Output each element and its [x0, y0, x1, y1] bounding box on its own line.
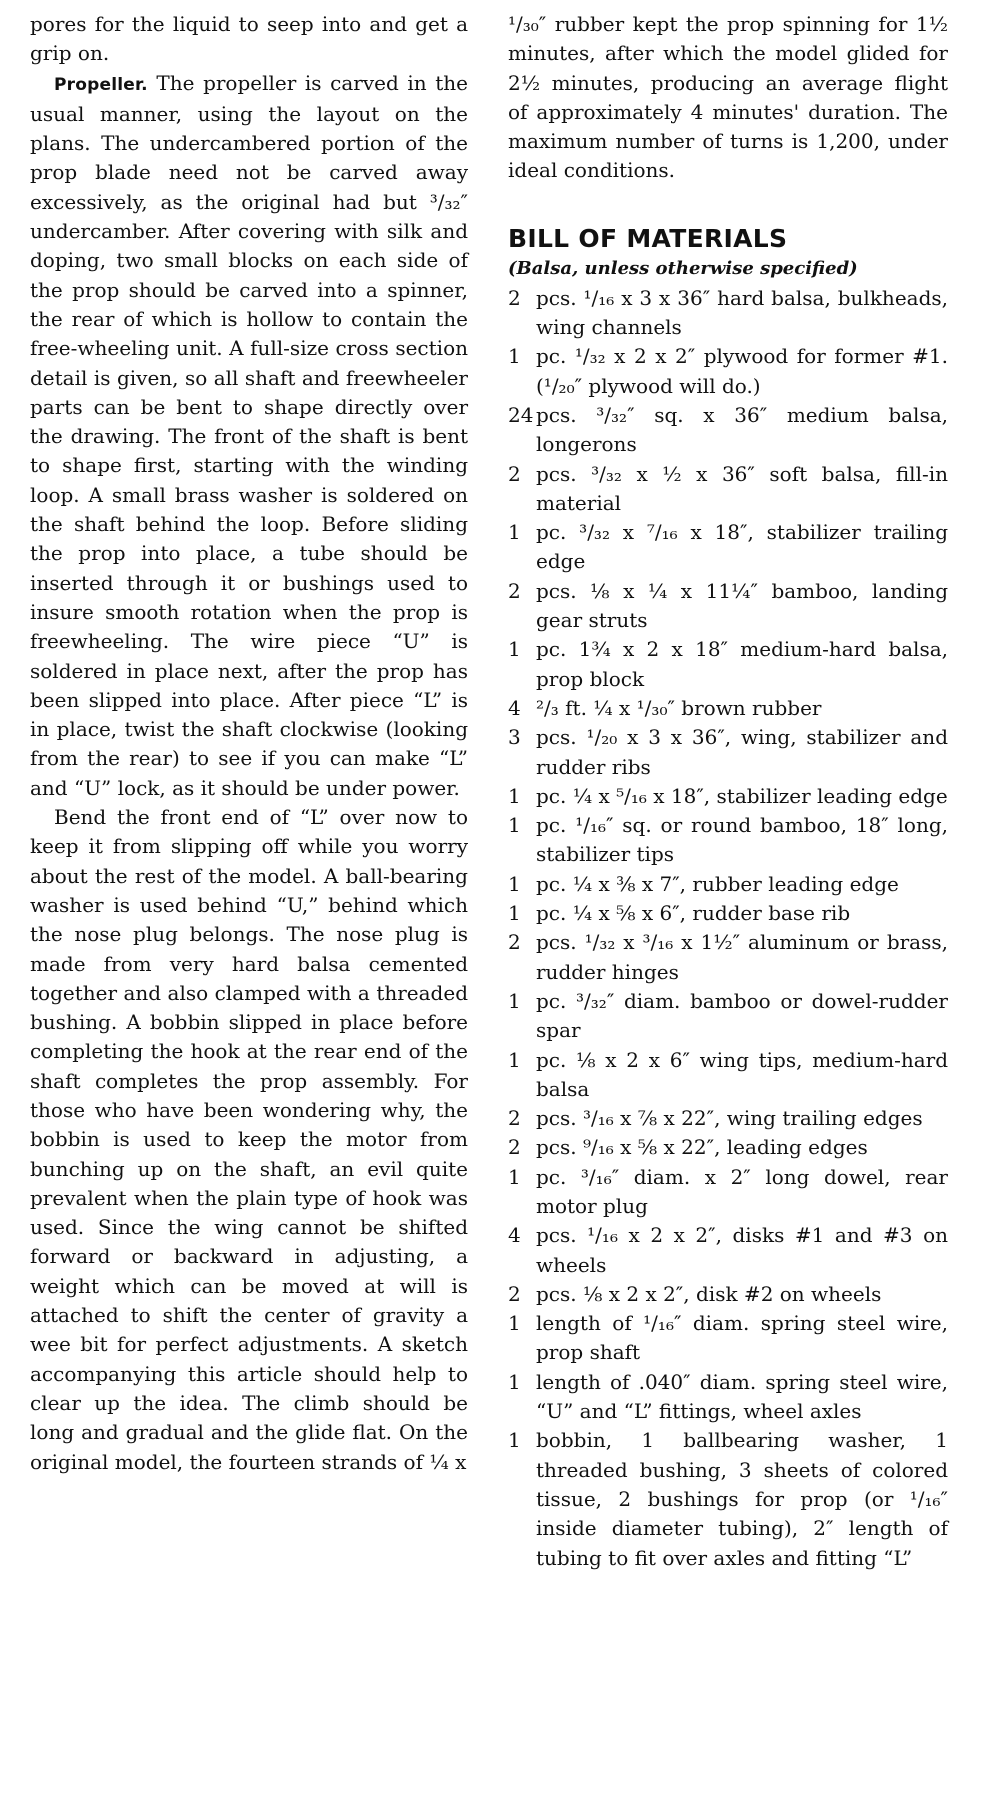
list-item: [508, 401, 948, 460]
right-column: [508, 10, 948, 1573]
item-quantity: 4: [508, 1223, 521, 1248]
item-description: pcs. ³/₃₂″ sq. x 36″ medium balsa, longerons: [536, 402, 948, 457]
list-item: [508, 987, 948, 1046]
list-item: [508, 342, 948, 401]
list-item: [508, 577, 948, 636]
runin-heading-propeller: Propeller.: [54, 74, 148, 95]
list-item: [508, 460, 948, 519]
item-quantity: 2: [508, 1135, 521, 1160]
item-description: pc. ⅛ x 2 x 6″ wing tips, medium-hard balsa: [536, 1047, 948, 1101]
item-quantity: 1: [508, 1164, 521, 1189]
list-item: [508, 928, 948, 987]
item-description: pc. ¼ x ⅝ x 6″, rudder base rib: [536, 901, 851, 926]
item-description: pc. ¹/₃₂ x 2 x 2″ plywood for former #1. (¹/₂₀″ plywood will do.): [536, 344, 948, 398]
item-quantity: 2: [508, 1106, 521, 1131]
item-description: pcs. ⅛ x 2 x 2″, disk #2 on wheels: [536, 1281, 882, 1306]
item-quantity: 3: [508, 725, 521, 750]
item-quantity: 1: [508, 344, 521, 369]
list-item: [508, 1163, 948, 1222]
list-item: [508, 870, 948, 899]
item-quantity: 1: [508, 637, 521, 662]
item-description: pcs. ³/₃₂ x ½ x 36″ soft balsa, fill-in material: [536, 461, 948, 515]
list-item: [508, 723, 948, 782]
item-description: pc. ³/₁₆″ diam. x 2″ long dowel, rear motor plug: [536, 1164, 948, 1218]
materials-list: [508, 284, 948, 1573]
list-item: [508, 1368, 948, 1427]
item-quantity: 4: [508, 695, 521, 720]
list-item: [508, 1309, 948, 1368]
item-quantity: 24: [508, 402, 534, 427]
list-item: [508, 518, 948, 577]
list-item: [508, 1046, 948, 1105]
item-quantity: 2: [508, 1281, 521, 1306]
item-description: pc. 1¾ x 2 x 18″ medium-hard balsa, prop block: [536, 637, 948, 691]
item-quantity: 2: [508, 930, 521, 955]
item-quantity: 1: [508, 1369, 521, 1394]
item-description: pcs. ⁹/₁₆ x ⅝ x 22″, leading edges: [536, 1135, 868, 1160]
item-quantity: 1: [508, 1428, 521, 1453]
item-description: pc. ¼ x ⁵/₁₆ x 18″, stabilizer leading edge: [536, 783, 948, 808]
item-quantity: 1: [508, 520, 521, 545]
paragraph-intro: pores for the liquid to seep into and get a grip on.: [30, 12, 468, 66]
list-item: [508, 694, 948, 723]
item-description: bobbin, 1 ballbearing washer, 1 threaded bushing, 3 sheets of colored tissue, 2 bushings for prop (or ¹/₁₆″ inside diameter tubing), 2″ length of tubing to fit over axles and fitting “L”: [536, 1428, 948, 1570]
item-description: pc. ³/₃₂ x ⁷/₁₆ x 18″, stabilizer trailing edge: [536, 520, 948, 574]
paragraph-assembly: Bend the front end of “L” over now to keep it from slipping off while you worry about the rest of the model. A ball-bearing washer is used behind “U,” behind which the nose plug belongs. The nose plug is made from very hard balsa cemented together and also clamped with a threaded bushing. A bobbin slipped in place before completing the hook at the rear end of the shaft completes the prop assembly. For those who have been wondering why, the bobbin is used to keep the motor from bunching up on the shaft, an evil quite prevalent when the plain type of hook was used. Since the wing cannot be shifted forward or backward in adjusting, a weight which can be moved at will is attached to shift the center of gravity a wee bit for perfect adjustments. A sketch accompanying this article should help to clear up the idea. The climb should be long and gradual and the glide flat. On the original model, the fourteen strands of ¼ x: [30, 805, 468, 1474]
bill-of-materials-subheading: (Balsa, unless otherwise specified): [508, 257, 858, 279]
list-item: [508, 782, 948, 811]
list-item: [508, 1221, 948, 1280]
paragraph-propeller: [30, 69, 468, 803]
item-quantity: 1: [508, 901, 521, 926]
item-description: pcs. ⅛ x ¼ x 11¼″ bamboo, landing gear struts: [536, 578, 948, 633]
item-quantity: 1: [508, 988, 521, 1013]
list-item: [508, 1133, 948, 1162]
item-description: pcs. ¹/₃₂ x ³/₁₆ x 1½″ aluminum or brass, rudder hinges: [536, 930, 948, 984]
item-quantity: 2: [508, 285, 521, 310]
list-item: [508, 284, 948, 343]
item-quantity: 2: [508, 461, 521, 486]
item-description: pc. ¼ x ⅜ x 7″, rubber leading edge: [536, 871, 899, 896]
item-description: pcs. ¹/₁₆ x 2 x 2″, disks #1 and #3 on wheels: [536, 1223, 948, 1277]
item-description: length of .040″ diam. spring steel wire, “U” and “L” fittings, wheel axles: [536, 1369, 948, 1424]
item-quantity: 1: [508, 813, 521, 838]
list-item: [508, 1280, 948, 1309]
list-item: [508, 1104, 948, 1133]
bill-of-materials-heading: BILL OF MATERIALS: [508, 223, 788, 253]
item-description: pc. ¹/₁₆″ sq. or round bamboo, 18″ long, stabilizer tips: [536, 813, 948, 867]
paragraph-propeller-text: The propeller is carved in the usual manner, using the layout on the plans. The undercambered portion of the prop blade need not be carved away excessively, as the original had but ³/₃₂″ undercamber. After covering with silk and doping, two small blocks on each side of the prop should be carved into a spinner, the rear of which is hollow to contain the free-wheeling unit. A full-size cross section detail is given, so all shaft and freewheeler parts can be bent to shape directly over the drawing. The front of the shaft is bent to shape first, starting with the winding loop. A small brass washer is soldered on the shaft behind the loop. Before sliding the prop into place, a tube should be inserted through it or bushings used to insure smooth rotation when the prop is freewheeling. The wire piece “U” is soldered in place next, after the prop has been slipped into place. After piece “L” is in place, twist the shaft clockwise (looking from the rear) to see if you can make “L” and “U” lock, as it should be under power.: [30, 70, 468, 800]
item-description: pc. ³/₃₂″ diam. bamboo or dowel-rudder spar: [536, 988, 948, 1043]
item-quantity: 1: [508, 783, 521, 808]
item-quantity: 1: [508, 871, 521, 896]
paragraph-flight: ¹/₃₀″ rubber kept the prop spinning for 1½ minutes, after which the model glided for 2½ minutes, producing an average flight of approximately 4 minutes' duration. The maximum number of turns is 1,200, under ideal conditions.: [508, 12, 948, 183]
item-quantity: 1: [508, 1047, 521, 1072]
item-description: pcs. ¹/₁₆ x 3 x 36″ hard balsa, bulkheads, wing channels: [536, 285, 948, 340]
list-item: [508, 811, 948, 870]
item-description: pcs. ¹/₂₀ x 3 x 36″, wing, stabilizer and rudder ribs: [536, 725, 948, 779]
item-description: ²/₃ ft. ¼ x ¹/₃₀″ brown rubber: [536, 695, 822, 720]
item-quantity: 2: [508, 578, 521, 603]
left-column: [30, 10, 468, 1477]
list-item: [508, 1426, 948, 1572]
item-quantity: 1: [508, 1311, 521, 1336]
item-description: length of ¹/₁₆″ diam. spring steel wire, prop shaft: [536, 1311, 948, 1365]
list-item: [508, 635, 948, 694]
list-item: [508, 899, 948, 928]
item-description: pcs. ³/₁₆ x ⅞ x 22″, wing trailing edges: [536, 1106, 923, 1131]
